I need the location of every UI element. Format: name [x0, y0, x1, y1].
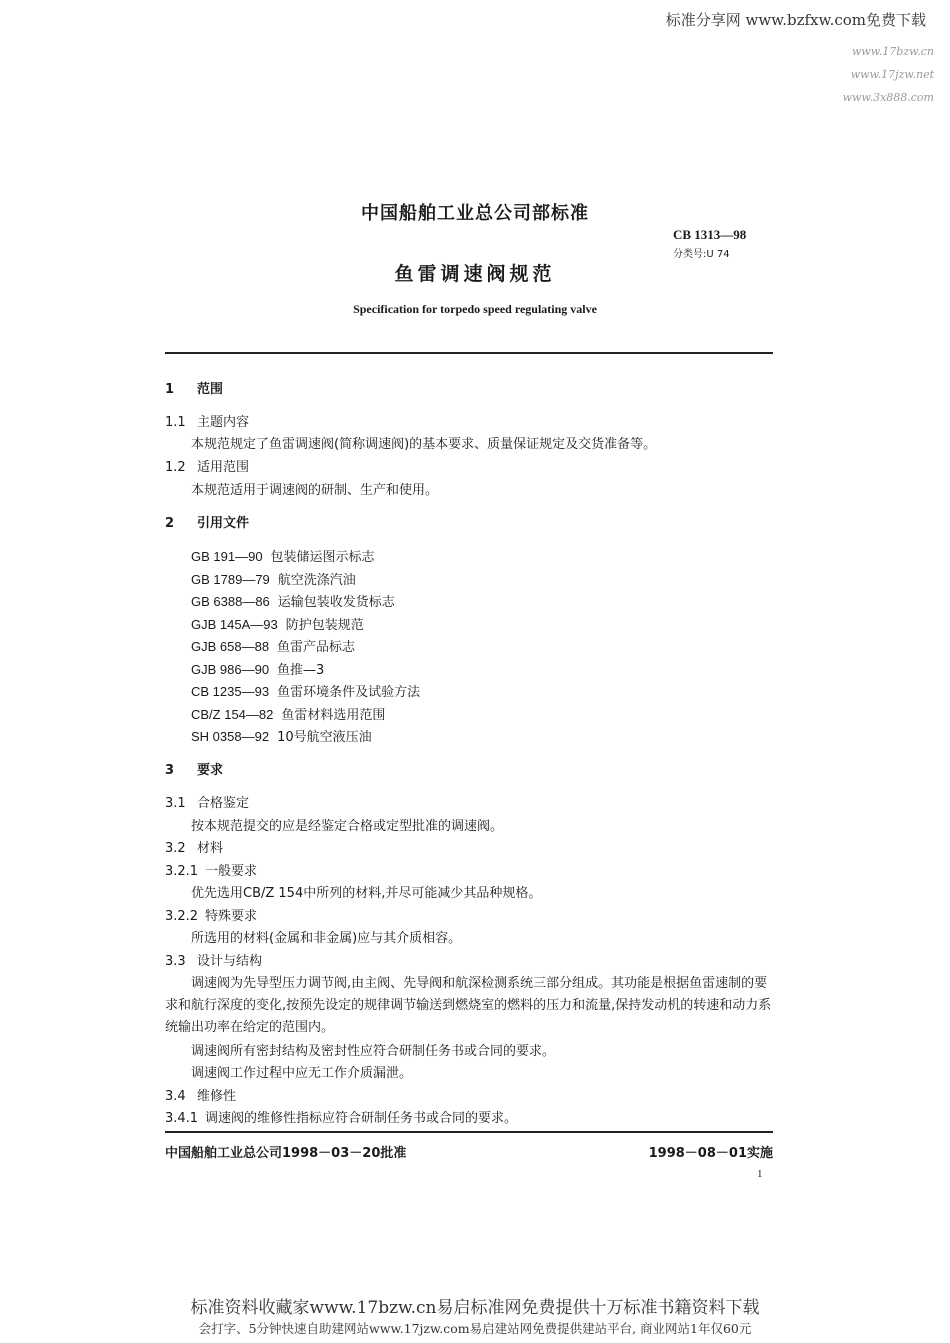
section-number: 3.2.2	[165, 909, 199, 924]
reference-code: CB 1235—93	[191, 684, 270, 699]
section-3-4-heading	[165, 1087, 236, 1107]
section-title: 特殊要求	[205, 909, 258, 924]
section-title: 引用文件	[197, 516, 250, 531]
section-title: 材料	[197, 841, 224, 856]
org-title: 中国船舶工业总公司部标准	[361, 203, 589, 224]
reference-item	[191, 547, 375, 568]
reference-title: 鱼雷材料选用范围	[281, 708, 386, 723]
section-number: 3.2	[165, 841, 186, 856]
section-3-4-1-line	[165, 1109, 517, 1129]
section-number: 3.4.1	[165, 1111, 199, 1126]
header-rule	[165, 352, 773, 354]
reference-item	[191, 615, 364, 636]
reference-title: 10号航空液压油	[277, 730, 372, 745]
effective-date: 1998－08－01实施	[648, 1146, 773, 1161]
section-2-heading	[165, 514, 249, 534]
approval-date: 中国船舶工业总公司1998－03－20批准	[165, 1146, 407, 1161]
section-3-3-heading	[165, 952, 262, 972]
section-3-1-text: 按本规范提交的应是经鉴定合格或定型批准的调速阀。	[191, 819, 504, 834]
section-number: 3	[165, 763, 175, 778]
reference-code: GB 191—90	[191, 549, 263, 564]
section-1-2-text: 本规范适用于调速阀的研制、生产和使用。	[191, 483, 439, 498]
section-number: 3.2.1	[165, 864, 199, 879]
section-3-2-2-text: 所选用的材料(金属和非金属)应与其介质相容。	[191, 931, 462, 946]
reference-title: 运输包装收发货标志	[277, 595, 395, 610]
standard-number: CB 1313—98	[673, 227, 747, 242]
reference-item	[191, 660, 324, 681]
section-1-1-heading	[165, 413, 249, 433]
section-1-heading	[165, 380, 223, 400]
section-3-1-heading	[165, 794, 249, 814]
reference-item	[191, 727, 372, 748]
reference-title: 航空洗涤汽油	[277, 573, 356, 588]
section-number: 1.1	[165, 415, 186, 430]
section-1-1-text: 本规范规定了鱼雷调速阀(简称调速阀)的基本要求、质量保证规定及交货准备等。	[191, 437, 657, 452]
section-title: 范围	[197, 382, 224, 397]
reference-item	[191, 705, 385, 726]
section-title: 合格鉴定	[197, 796, 250, 811]
reference-code: GJB 986—90	[191, 662, 270, 677]
reference-code: SH 0358—92	[191, 729, 270, 744]
bottom-watermark-line-1: 标准资料收藏家www.17bzw.cn易启标准网免费提供十万标准书籍资料下载	[190, 1298, 760, 1318]
reference-code: GB 6388—86	[191, 594, 270, 609]
reference-title: 鱼推—3	[277, 663, 325, 678]
document-title: 鱼雷调速阀规范	[394, 263, 556, 285]
reference-title: 包装储运图示标志	[270, 550, 375, 565]
reference-item	[191, 682, 420, 703]
section-title: 适用范围	[197, 460, 250, 475]
section-3-2-2-heading	[165, 907, 257, 927]
reference-code: GJB 658—88	[191, 639, 270, 654]
reference-item	[191, 592, 395, 613]
reference-code: GB 1789—79	[191, 572, 270, 587]
reference-title: 鱼雷环境条件及试验方法	[277, 685, 421, 700]
section-number: 3.1	[165, 796, 186, 811]
reference-title: 鱼雷产品标志	[277, 640, 356, 655]
reference-item	[191, 570, 356, 591]
section-title: 主题内容	[197, 415, 250, 430]
watermark-site-2: www.17jzw.net	[850, 68, 934, 81]
section-number: 3.3	[165, 954, 186, 969]
section-3-3-paragraph-3: 调速阀工作过程中应无工作介质漏泄。	[191, 1066, 413, 1081]
footer-rule	[165, 1131, 773, 1133]
bottom-watermark-line-2: 会打字、5分钟快速自助建网站www.17jzw.com易启建站网免费提供建站平台, 商业网站1年仅60元	[198, 1321, 752, 1336]
section-3-3-paragraph-1: 调速阀为先导型压力调节阀,由主阀、先导阀和航深检测系统三部分组成。其功能是根据鱼雷速制的要求和航行深度的变化,按预先设定的规律调节输送到燃烧室的燃料的压力和流量,保持发动机的转速和动力系统输出功率在给定的范围内。	[165, 976, 772, 1035]
class-number: 分类号:U 74	[673, 249, 730, 260]
section-number: 3.4	[165, 1089, 186, 1104]
section-title: 一般要求	[205, 864, 258, 879]
section-3-2-heading	[165, 839, 223, 859]
watermark-site-1: www.17bzw.cn	[851, 45, 934, 58]
watermark-top: 标准分享网 www.bzfxw.com免费下载	[665, 11, 926, 29]
document-title-english: Specification for torpedo speed regulating valve	[353, 302, 597, 316]
section-text: 调速阀的维修性指标应符合研制任务书或合同的要求。	[205, 1111, 518, 1126]
reference-code: CB/Z 154—82	[191, 707, 274, 722]
section-3-heading	[165, 761, 223, 781]
section-3-2-1-text: 优先选用CB/Z 154中所列的材料,并尽可能减少其品种规格。	[191, 886, 542, 901]
section-number: 2	[165, 516, 175, 531]
section-title: 维修性	[197, 1089, 237, 1104]
section-number: 1.2	[165, 460, 186, 475]
section-3-2-1-heading	[165, 862, 257, 882]
section-title: 要求	[197, 763, 224, 778]
section-number: 1	[165, 382, 175, 397]
section-1-2-heading	[165, 458, 249, 478]
reference-item	[191, 637, 355, 658]
watermark-site-3: www.3x888.com	[842, 91, 934, 104]
section-title: 设计与结构	[197, 954, 263, 969]
page-number: 1	[757, 1168, 763, 1180]
reference-title: 防护包装规范	[285, 618, 364, 633]
reference-code: GJB 145A—93	[191, 617, 278, 632]
section-3-3-paragraph-2: 调速阀所有密封结构及密封性应符合研制任务书或合同的要求。	[191, 1044, 556, 1059]
